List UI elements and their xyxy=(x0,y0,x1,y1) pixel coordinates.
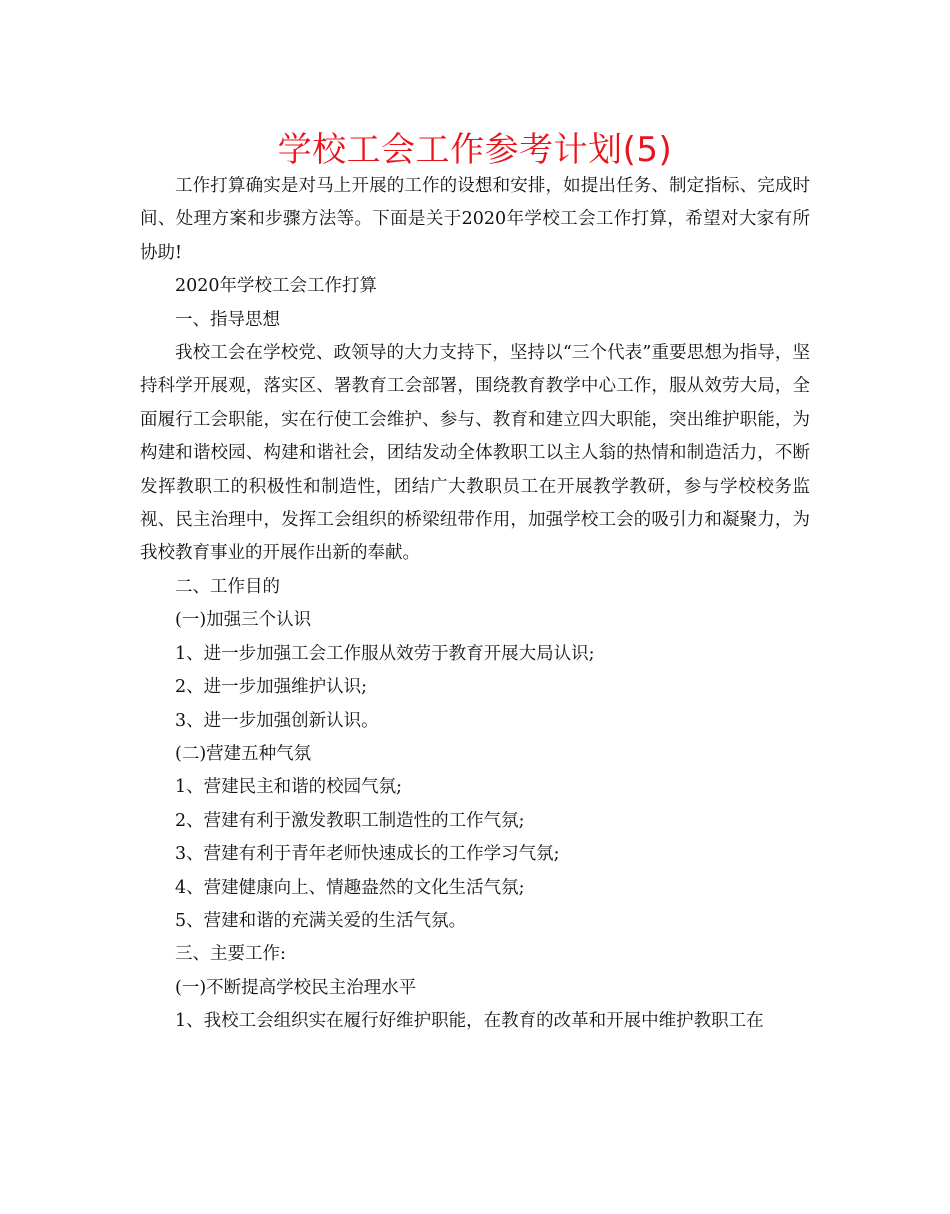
list-item: 4、营建健康向上、情趣盎然的文化生活气氛; xyxy=(175,877,525,898)
list-item: 2、营建有利于激发教职工制造性的工作气氛; xyxy=(175,810,525,831)
section-heading-work-goals: 二、工作目的 xyxy=(175,576,280,597)
list-item: 3、营建有利于青年老师快速成长的工作学习气氛; xyxy=(175,844,560,865)
subheading-democratic-management: (一)不断提高学校民主治理水平 xyxy=(175,977,417,998)
list-item: 1、我校工会组织实在履行好维护职能，在教育的改革和开展中维护教职工在 xyxy=(175,1011,764,1032)
list-item: 1、营建民主和谐的校园气氛; xyxy=(175,777,403,798)
section-heading-guiding-thought: 一、指导思想 xyxy=(175,309,280,330)
document-body xyxy=(140,170,810,1039)
intro-paragraph: 工作打算确实是对马上开展的工作的设想和安排，如提出任务、制定指标、完成时间、处理方案和步骤方法等。下面是关于2020年学校工会工作打算，希望对大家有所协助! xyxy=(140,176,810,263)
subheading-five-atmospheres: (二)营建五种气氛 xyxy=(175,743,312,764)
list-item: 1、进一步加强工会工作服从效劳于教育开展大局认识; xyxy=(175,643,595,664)
plan-heading: 2020年学校工会工作打算 xyxy=(175,276,378,297)
list-item: 2、进一步加强维护认识; xyxy=(175,677,368,698)
subheading-three-awareness: (一)加强三个认识 xyxy=(175,610,312,631)
list-item: 5、营建和谐的充满关爱的生活气氛。 xyxy=(175,910,467,931)
section-heading-main-work: 三、主要工作: xyxy=(175,944,286,965)
list-item: 3、进一步加强创新认识。 xyxy=(175,710,379,731)
document-title: 学校工会工作参考计划(5) xyxy=(277,130,673,170)
guiding-thought-paragraph: 我校工会在学校党、政领导的大力支持下，坚持以“三个代表”重要思想为指导，坚持科学开展观，落实区、署教育工会部署，围绕教育教学中心工作，服从效劳大局，全面履行工会职能，实在行使工会维护、参与、教育和建立四大职能，突出维护职能，为构建和谐校园、构建和谐社会，团结发动全体教职工以主人翁的热情和制造活力，不断发挥教职工的积极性和制造性，团结广大教职员工在开展教学教研，参与学校校务监视、民主治理中，发挥工会组织的桥梁纽带作用，加强学校工会的吸引力和凝聚力，为我校教育事业的开展作出新的奉献。 xyxy=(140,343,810,564)
